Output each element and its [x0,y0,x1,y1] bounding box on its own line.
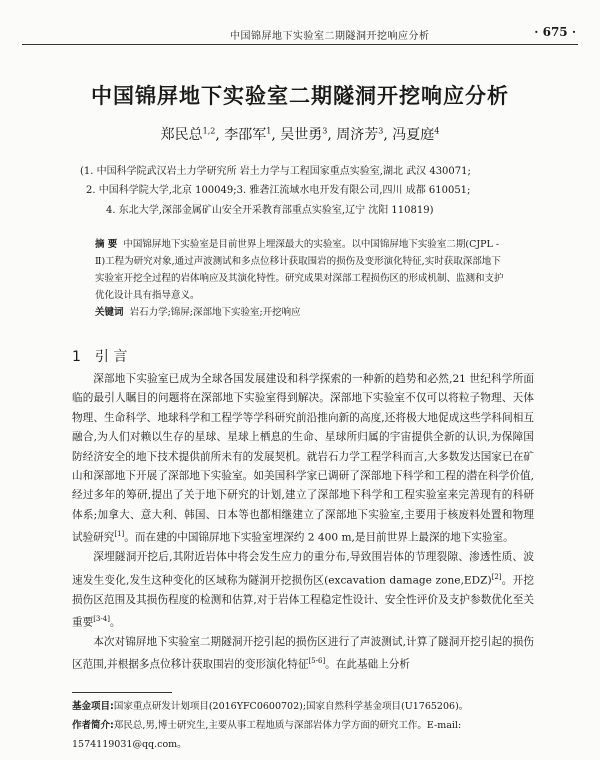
citation: [5-6] [308,657,326,666]
author-sup: 1 [266,126,272,136]
paragraph: 深埋隧洞开挖后,其附近岩体中将会发生应力的重分布,导致围岩体的节理裂隙、渗透性质、波速发生变化,发生这种变化的区域称为隧洞开挖损伤区(excavation damage zone,EDZ)[2]。开挖损伤区范围及其损伤程度的检测和估算,对于岩体工程稳定性设计、安全性评价及支护参数优化至关重要[3-4]。 [72,551,534,629]
affiliation-line: 2. 中国科学院大学,北京 100049;3. 雅砻江流域水电开发有限公司,四川 成都 610051; [86,185,471,196]
abstract [95,236,505,321]
affiliation-line: (1. 中国科学院武汉岩土力学研究所 岩土力学与工程国家重点实验室,湖北 武汉 430071; [80,166,471,177]
author-sup: 3 [378,126,384,136]
affiliation-line: 4. 东北大学,深部金属矿山安全开采教育部重点实验室,辽宁 沈阳 110819) [106,205,434,216]
running-title: 中国锦屏地下实验室二期隧洞开挖响应分析 [230,31,430,42]
author-sup: 3 [322,126,328,136]
author-sup: 4 [434,126,440,136]
paragraph: 本次对锦屏地下实验室二期隧洞开挖引起的损伤区进行了声波测试,计算了隧洞开挖引起的损伤区范围,并根据多点位移计获取围岩的变形演化特征[5-6]。在此基础上分析 [72,635,534,671]
running-header [22,22,578,45]
section-heading [72,346,127,366]
page-number: · 675 · [534,25,576,39]
paragraph: 深部地下实验室已成为全球各国发展建设和科学探索的一种新的趋势和必然,21 世纪科学所面临的最引人瞩目的问题将在深部地下实验室得到解决。深部地下实验室不仅可以将粒子物理、天体物理、生命科学、地球科学和工程学等学科研究前沿推向新的高度,还将极大地促成这些学科间相互融合,为人们对赖以生存的星球、星球上栖息的生命、星球所归属的宇宙提供全新的认识,为保障国防经济安全的地下技术提供前所未有的发展契机。就岩石力学工程学科而言,大多数发达国家已在矿山和深部地下开展了深部地下实验室。如美国科学家已调研了深部地下科学和工程的潜在科学价值,经过多年的筹研,提出了关于地下研究的计划,建立了深部地下科学和工程实验室来完善现有的科研体系;加拿大、意大利、韩国、日本等也都相继建立了深部地下实验室,主要用于核废料处置和物理试验研究[1]。而在建的中国锦屏地下实验室埋深约 2 400 m,是目前世界上最深的地下实验室。 [72,373,534,544]
footnote-funding: 基金项目:国家重点研发计划项目(2016YFC0600702);国家自然科学基金项目(U1765206)。 [72,701,469,712]
keywords-label: 关键词 [95,307,124,318]
citation: [1] [114,530,125,539]
author: 郑民总 [160,127,203,143]
abstract-label: 摘 要 [95,239,118,250]
abstract-text: 中国锦屏地下实验室是目前世界上埋深最大的实验室。以中国锦屏地下实验室二期(CJPL - Ⅱ)工程为研究对象,通过声波测试和多点位移计获取围岩的损伤及变形演化特征,实时获取深部地下实验室开挖全过程的岩体响应及其演化特性。研究成果对深部工程损伤区的形成机制、监测和支护优化设计具有指导意义。 [95,239,504,301]
footnote-email: 1574119031@qq.com。 [72,739,187,750]
author-list: 郑民总$^{1,2}$, 李邵军$^1$, 吴世勇$^3$, 周济芳$^3$, 冯夏庭$^4$ [160,126,440,143]
citation: [3-4] [93,614,110,623]
author-sup: 1,2 [202,126,216,136]
footnotes [72,697,534,754]
author: 吴世勇 [280,127,323,143]
citation: [2] [491,572,502,581]
keywords-text: 岩石力学;锦屏;深部地下实验室;开挖响应 [129,307,301,318]
footnote-rule [72,692,172,693]
author: 李邵军 [224,127,267,143]
author: 周济芳 [336,127,379,143]
footnote-author: 作者简介:郑民总,男,博士研究生,主要从事工程地质与深部岩体力学方面的研究工作。E-mail: [72,720,462,731]
body-text [72,370,534,675]
section-number: 1 [72,349,81,365]
section-title: 引 言 [94,349,128,365]
author: 冯夏庭 [392,127,435,143]
paper-title: 中国锦屏地下实验室二期隧洞开挖响应分析 [91,84,509,108]
